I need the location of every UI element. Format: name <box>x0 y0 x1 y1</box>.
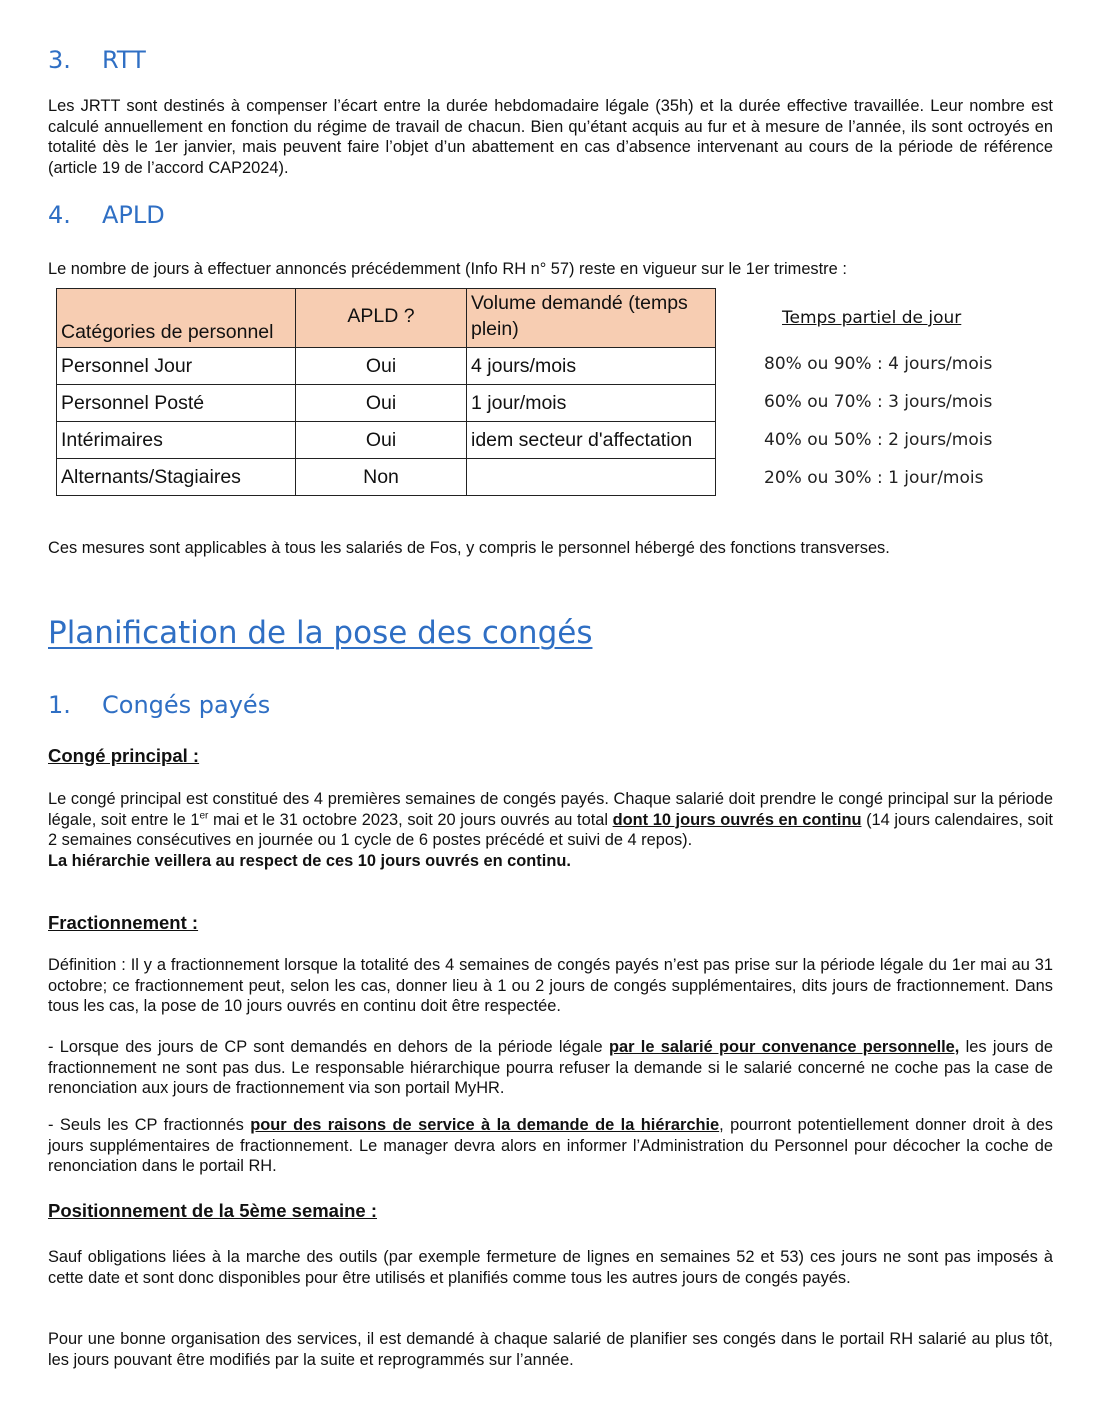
fraction-paragraph-b: - Seuls les CP fractionnés pour des raisons de service à la demande de la hiérarchie, pourront potentiellement donner droit à des jours supplémentaires de fractionnement. Le manager devra alors en informer l’Administration du Personnel pour décocher la coche de renonciation dans le portail RH. <box>48 1116 1053 1176</box>
table-cell: idem secteur d'affectation <box>467 422 716 459</box>
table-row <box>57 385 716 422</box>
table-cell <box>467 459 716 496</box>
table-cell: Non <box>296 459 467 496</box>
table-cell: Oui <box>296 422 467 459</box>
table-cell: Alternants/Stagiaires <box>57 459 296 496</box>
subheading-principal: Congé principal : <box>48 745 200 766</box>
section-heading-rtt: 3. RTT <box>48 46 146 74</box>
section-heading-apld: 4. APLD <box>48 201 165 229</box>
table-header-cell: Volume demandé (temps plein) <box>467 289 716 348</box>
fraction-definition: Définition : Il y a fractionnement lorsque la totalité des 4 semaines de congés payés n’est pas prise sur la période légale du 1er mai au 31 octobre; ce fractionnement peut, selon les cas, donner lieu à 1 ou 2 jours de congés supplémentaires, dits jours de fractionnement. Dans tous les cas, la pose de 10 jours ouvrés en continu doit être respectée. <box>48 956 1053 1016</box>
rtt-paragraph: Les JRTT sont destinés à compenser l’écart entre la durée hebdomadaire légale (35h) et la durée effective travaillée. Leur nombre est calculé annuellement en fonction du régime de travail de chacun. Bien qu’étant acquis au fur et à mesure de l’année, ils sont octroyés en totalité dès le 1er janvier, mais peuvent faire l’objet d’un abattement en cas d’absence intervenant au cours de la période de référence (article 19 de l’accord CAP2024). <box>48 97 1053 177</box>
partial-time-item: 40% ou 50% : 2 jours/mois <box>764 430 993 450</box>
table-row <box>57 348 716 385</box>
table-row <box>57 459 716 496</box>
partial-time-item: 20% ou 30% : 1 jour/mois <box>764 468 984 488</box>
partial-time-item: 60% ou 70% : 3 jours/mois <box>764 392 993 412</box>
table-cell: 4 jours/mois <box>467 348 716 385</box>
fraction-paragraph-a: - Lorsque des jours de CP sont demandés en dehors de la période légale par le salarié pour convenance personnelle, les jours de fractionnement ne sont pas dus. Le responsable hiérarchique pourra refuser la demande si le salarié concerné ne coche pas la case de renonciation aux jours de fractionnement via son portail MyHR. <box>48 1038 1053 1098</box>
table-row <box>57 422 716 459</box>
table-header-cell: Catégories de personnel <box>57 289 296 348</box>
subheading-fractionnement: Fractionnement : <box>48 912 199 933</box>
table-cell: Personnel Jour <box>57 348 296 385</box>
apld-footer: Ces mesures sont applicables à tous les salariés de Fos, y compris le personnel hébergé des fonctions transverses. <box>48 539 890 557</box>
apld-table <box>56 288 716 496</box>
apld-intro: Le nombre de jours à effectuer annoncés précédemment (Info RH n° 57) reste en vigueur sur le 1er trimestre : <box>48 260 847 278</box>
fifth-week-paragraph-2: Pour une bonne organisation des services, il est demandé à chaque salarié de planifier ses congés dans le portail RH salarié au plus tôt, les jours pouvant être modifiés par la suite et reprogrammés sur l’année. <box>48 1330 1053 1369</box>
table-cell: Intérimaires <box>57 422 296 459</box>
partial-time-title: Temps partiel de jour <box>782 308 962 328</box>
partial-time-item: 80% ou 90% : 4 jours/mois <box>764 354 993 374</box>
principal-paragraph: Le congé principal est constitué des 4 premières semaines de congés payés. Chaque salarié doit prendre le congé principal sur la période légale, soit entre le 1er mai et le 31 octobre 2023, soit 20 jours ouvrés au total dont 10 jours ouvrés en continu (14 jours calendaires, soit 2 semaines consécutives en journée ou 1 cycle de 6 postes précédé et suivi de 4 repos). La hiérarchie veillera au respect de ces 10 jours ouvrés en continu. <box>48 790 1053 870</box>
section-heading-cp: 1. Congés payés <box>48 691 271 719</box>
table-cell: Personnel Posté <box>57 385 296 422</box>
fifth-week-paragraph-1: Sauf obligations liées à la marche des outils (par exemple fermeture de lignes en semaines 52 et 53) ces jours ne sont pas imposés à cette date et sont donc disponibles pour être utilisés et planifiés comme tous les autres jours de congés payés. <box>48 1248 1053 1287</box>
table-cell: 1 jour/mois <box>467 385 716 422</box>
table-header-cell: APLD ? <box>296 289 467 348</box>
subheading-fifth-week: Positionnement de la 5ème semaine : <box>48 1200 377 1221</box>
page-title: Planification de la pose des congés <box>48 615 593 651</box>
table-cell: Oui <box>296 348 467 385</box>
table-cell: Oui <box>296 385 467 422</box>
table-header-row <box>57 289 716 348</box>
